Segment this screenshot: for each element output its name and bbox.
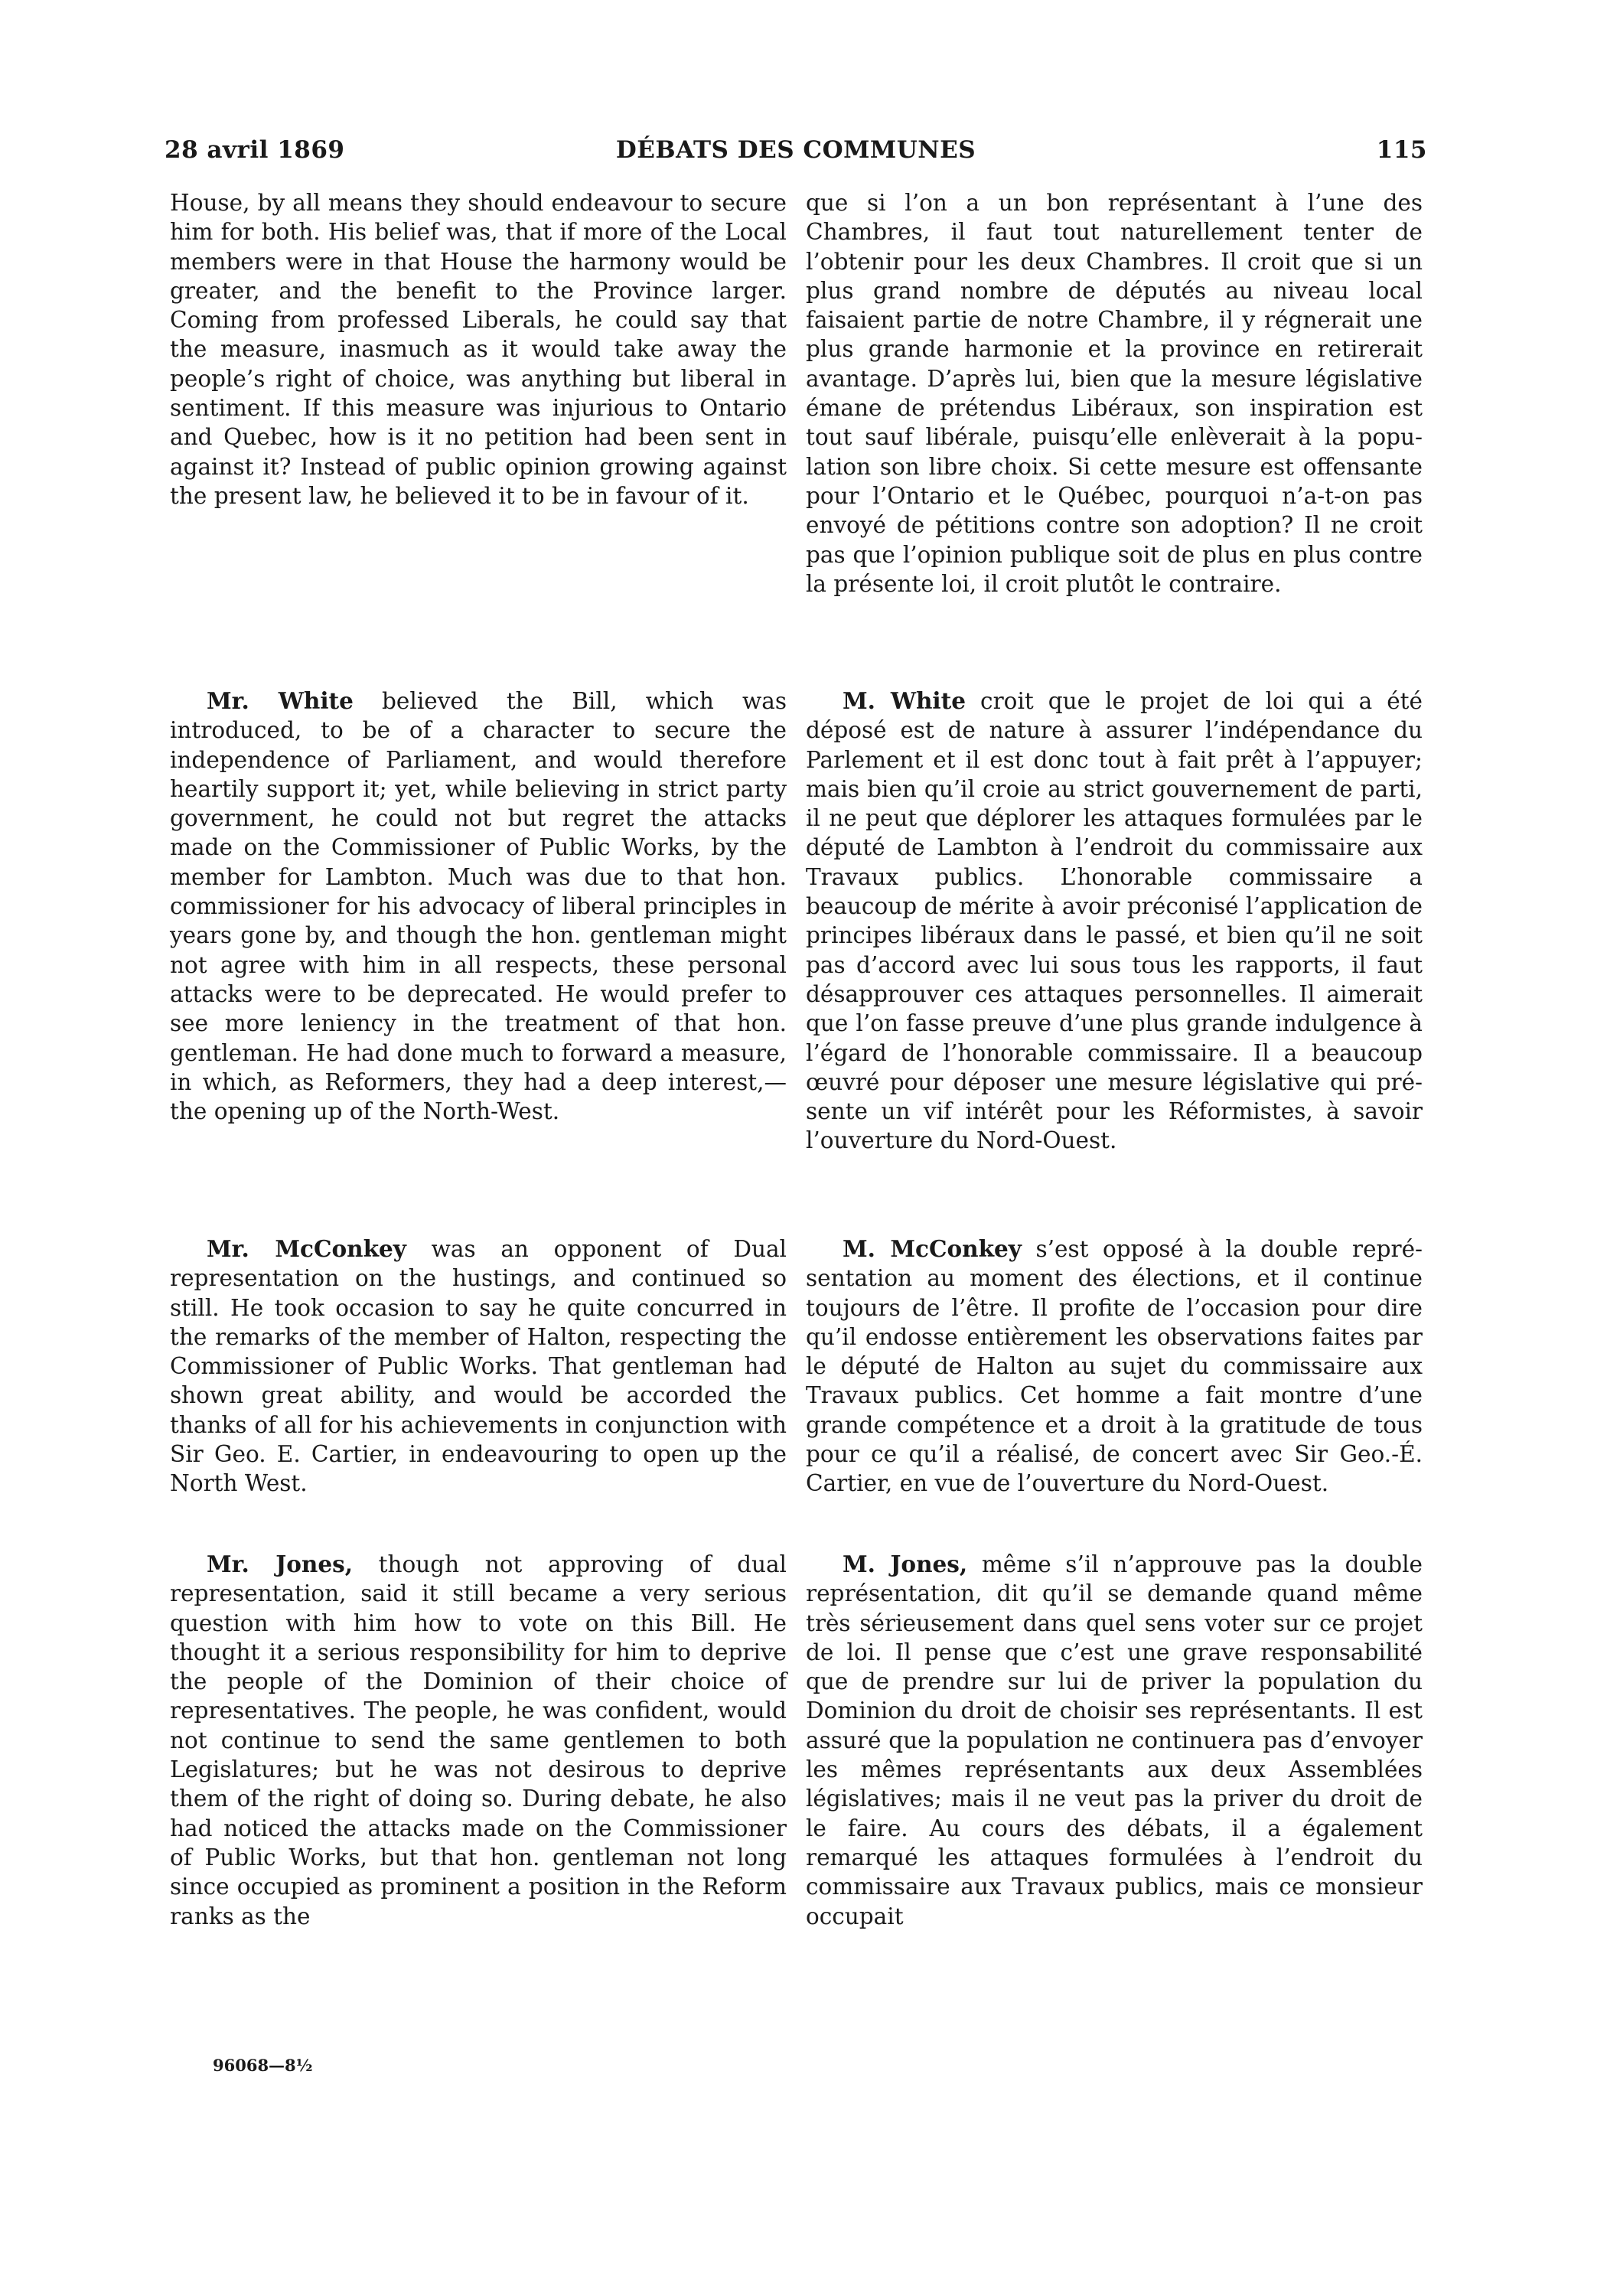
speaker-name: Mr. McConkey bbox=[207, 1235, 406, 1262]
speech-text: believed the Bill, which was introduced, to be of a character to secure the independence of Parliament, and would therefore heartily support it; yet, while believing in strict party government, he could not but regret the attacks made on the Commissioner of Public Works, by the member for Lambton. Much was due to that hon. commissioner for his advocacy of liberal principles in years gone by, and though the hon. gentleman might not agree with him in all respects, these personal attacks were to be deprecated. He would prefer to see more leniency in the treatment of that hon. gentleman. He had done much to forward a measure, in which, as Reformers, they had a deep interest,—the opening up of the North-West. bbox=[170, 688, 787, 1125]
header-title: DÉBATS DES COMMUNES bbox=[615, 136, 976, 164]
speech-text: though not approving of dual representation, said it still became a very serious question with him how to vote on this Bill. He thought it a serious responsibility for him to deprive the people of the Dominion of their choice of representatives. The people, he was confident, would not continue to send the same gentlemen to both Legislatures; but he was not desirous to deprive them of the right of doing so. During debate, he also had noticed the attacks made on the Commissioner of Public Works, but that hon. gentleman not long since occupied as prominent a position in the Reform ranks as the bbox=[170, 1551, 787, 1929]
french-paragraph-continuation bbox=[806, 188, 1423, 598]
english-speech-mcconkey bbox=[170, 1234, 787, 1499]
running-header bbox=[165, 136, 1427, 170]
french-speech-jones bbox=[806, 1550, 1423, 1931]
speaker-name: M. McConkey bbox=[843, 1235, 1022, 1262]
speech-text: croit que le projet de loi qui a été déposé est de nature à assurer l’indépendance du Parlement et il est donc tout à fait prêt à l’appuyer; mais bien qu’il croie au strict gouvernement de parti, il ne peut que déplorer les attaques formulées par le député de Lambton à l’endroit du commissaire aux Travaux publics. L’honorable commissaire a beaucoup de mérite à avoir préconisé l’application de principes libéraux dans le passé, et bien qu’il ne soit pas d’accord avec lui sous tous les rapports, il faut désapprouver ces attaques personnelles. Il aimerait que l’on fasse preuve d’une plus grande indulgence à l’égard de l’honorable commissaire. Il a beaucoup œuvré pour déposer une mesure législative qui présente un vif intérêt pour les Réformistes, à savoir l’ouverture du Nord-Ouest. bbox=[806, 688, 1423, 1154]
french-speech-mcconkey bbox=[806, 1234, 1423, 1499]
speech-text: s’est opposé à la double représentation au moment des élections, et il continue toujours de l’être. Il profite de l’occasion pour dire qu’il endosse entièrement les observations faites par le député de Halton au sujet du commissaire aux Travaux publics. Cet homme a fait montre d’une grande compétence et a droit à la gratitude de tous pour ce qu’il a réalisé, de concert avec Sir Geo.-É. Cartier, en vue de l’ouverture du Nord-Ouest. bbox=[806, 1236, 1423, 1497]
english-speech-white bbox=[170, 687, 787, 1126]
printer-signature-code: 96068—8½ bbox=[213, 2056, 313, 2075]
speaker-name: Mr. Jones, bbox=[207, 1551, 353, 1577]
page-number: 115 bbox=[1376, 136, 1427, 164]
english-paragraph-continuation bbox=[170, 188, 787, 510]
english-speech-jones bbox=[170, 1550, 787, 1931]
speaker-name: M. White bbox=[843, 687, 966, 714]
header-date: 28 avril 1869 bbox=[165, 136, 345, 164]
speech-text: was an opponent of Dual representation on the hustings, and continued so still. He took occasion to say he quite concurred in the remarks of the member of Halton, respecting the Commissioner of Public Works. That gentleman had shown great ability, and would be accorded the thanks of all for his achievements in conjunction with Sir Geo. E. Cartier, in endeavouring to open up the North West. bbox=[170, 1236, 787, 1497]
french-speech-white bbox=[806, 687, 1423, 1156]
speaker-name: Mr. White bbox=[207, 687, 354, 714]
paragraph-text: House, by all means they should endeavour to secure him for both. His belief was, that if more of the Local members were in that House the harmony would be greater, and the benefit to the Province larger. Coming from professed Liberals, he could say that the measure, inasmuch as it would take away the people’s right of choice, was anything but liberal in sentiment. If this measure was injurious to Ontario and Quebec, how is it no petition had been sent in against it? Instead of public opinion growing against the present law, he believed it to be in favour of it. bbox=[170, 190, 787, 509]
speech-text: même s’il n’approuve pas la double représentation, dit qu’il se demande quand même très sérieusement dans quel sens voter sur ce projet de loi. Il pense que c’est une grave responsabilité que de prendre sur lui de priver la population du Dominion du droit de choisir ses représentants. Il est assuré que la population ne continuera pas d’envoyer les mêmes représentants aux deux Assemblées législatives; mais il ne veut pas la priver du droit de le faire. Au cours des débats, il a également remarqué les attaques formulées à l’endroit du commissaire aux Travaux publics, mais ce monsieur occupait bbox=[806, 1551, 1423, 1929]
speaker-name: M. Jones, bbox=[843, 1551, 968, 1577]
paragraph-text: que si l’on a un bon représentant à l’une des Chambres, il faut tout naturellement tenter de l’obtenir pour les deux Chambres. Il croit que si un plus grand nombre de députés au niveau local faisaient partie de notre Chambre, il y régnerait une plus grande harmonie et la province en retirerait avantage. D’après lui, bien que la mesure législative émane de prétendus Libéraux, son inspiration est tout sauf libérale, puisqu’elle enlèverait à la population son libre choix. Si cette mesure est offensante pour l’Ontario et le Québec, pourquoi n’a-t-on pas envoyé de pétitions contre son adoption? Il ne croit pas que l’opinion publique soit de plus en plus contre la présente loi, il croit plutôt le contraire. bbox=[806, 190, 1423, 597]
